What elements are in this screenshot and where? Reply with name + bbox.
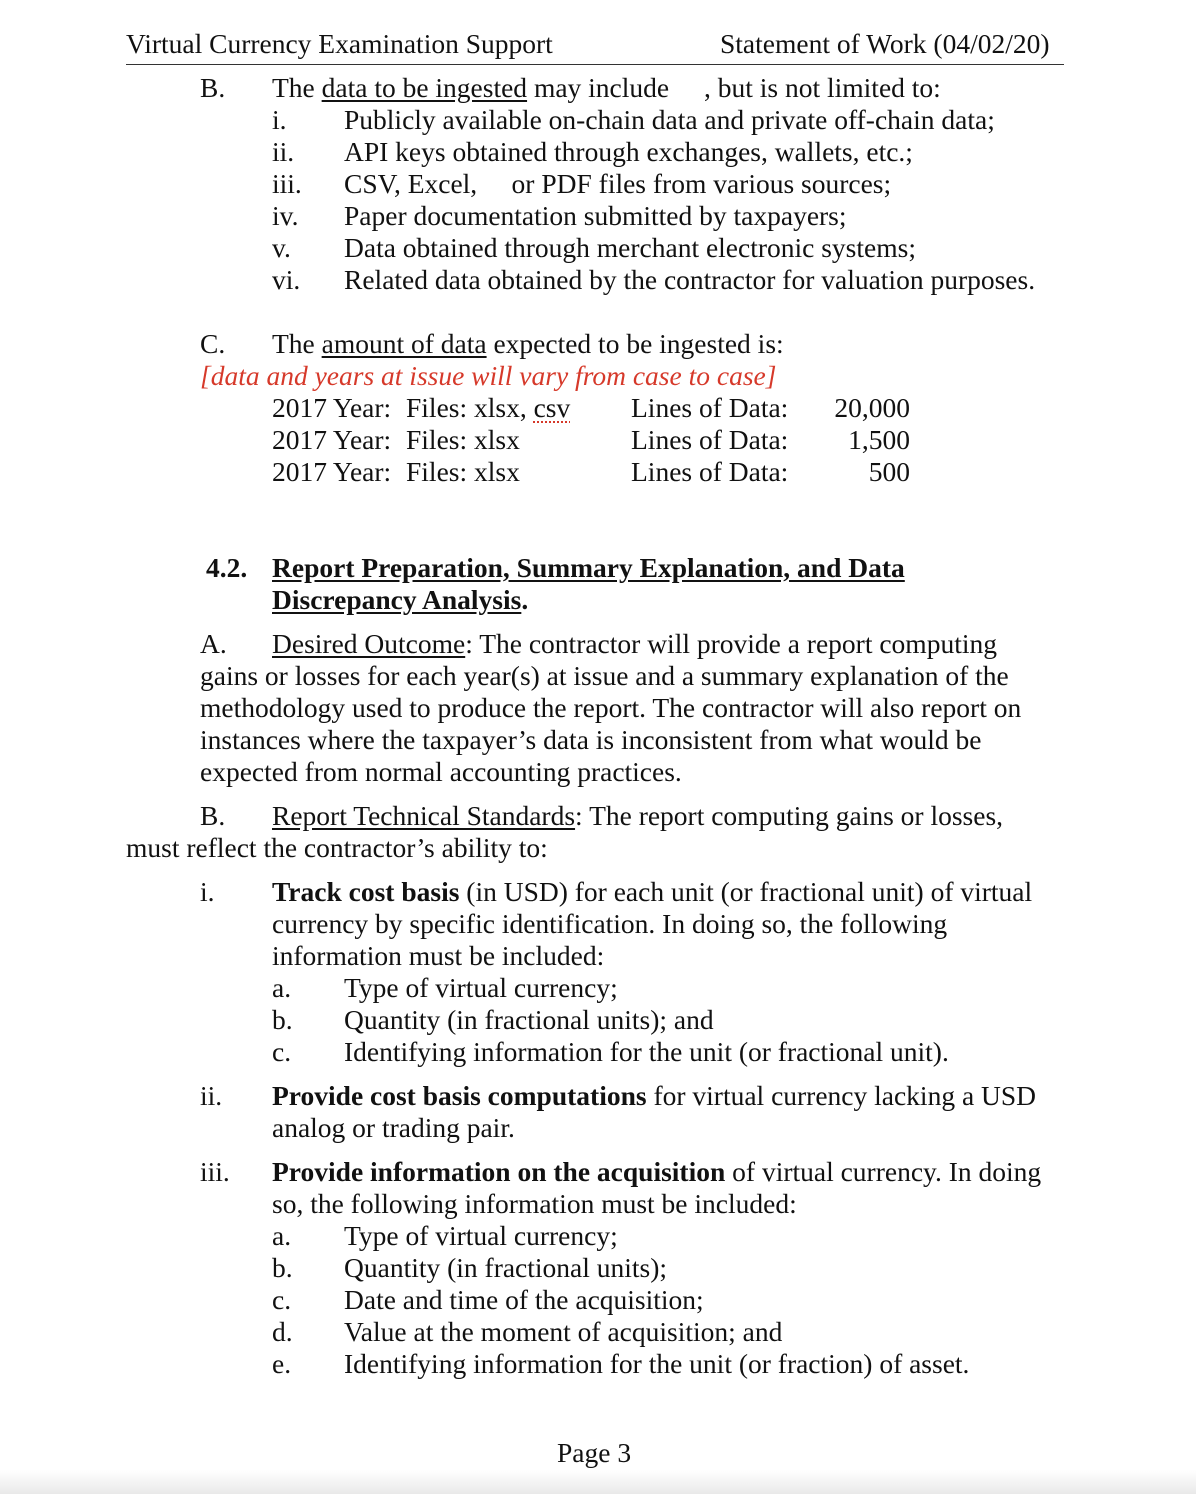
header-title: Virtual Currency Examination Support <box>126 28 553 59</box>
page-number: Page 3 <box>557 1437 632 1468</box>
data-row-lines-label: Lines of Data: <box>631 424 789 455</box>
para-a-line4: instances where the taxpayer’s data is inconsistent from what would be <box>200 724 982 755</box>
list-item-num: v. <box>272 232 291 263</box>
sub-item-letter: b. <box>272 1004 293 1035</box>
para-b-line1 <box>272 800 1003 832</box>
para-a-line1 <box>272 628 997 660</box>
data-row-lines-label: Lines of Data: <box>631 392 789 423</box>
data-row-year: 2017 Year: <box>272 456 392 487</box>
data-row-lines-label: Lines of Data: <box>631 456 789 487</box>
list-item-num: i. <box>272 104 287 135</box>
sub-item-letter: c. <box>272 1284 292 1315</box>
item-text: of virtual currency. In doing <box>725 1156 1042 1187</box>
spellcheck-word: csv <box>533 392 571 423</box>
list-item-text: API keys obtained through exchanges, wallets, etc.; <box>344 136 913 167</box>
section-title-line2: Discrepancy Analysis <box>272 584 522 615</box>
intro-mid: may include <box>527 72 670 103</box>
sub-item-letter: b. <box>272 1252 293 1283</box>
amount-of-data-link: amount of data <box>321 328 487 359</box>
data-row-files: Files: xlsx <box>406 424 520 455</box>
header-statement: Statement of Work (04/02/20) <box>720 28 1050 59</box>
acquisition-info-bold: Provide information on the acquisition <box>272 1156 726 1187</box>
para-text: : The report computing gains or losses, <box>575 800 1004 831</box>
section-number: 4.2. <box>206 552 248 583</box>
para-text: : The contractor will provide a report computing <box>465 628 997 659</box>
sub-item-letter: a. <box>272 972 292 1003</box>
sub-item-text: Type of virtual currency; <box>344 1220 618 1251</box>
section-b-intro <box>272 72 669 104</box>
cost-basis-computations-bold: Provide cost basis computations <box>272 1080 647 1111</box>
item-i-line3: information must be included: <box>272 940 605 971</box>
para-a-line3: methodology used to produce the report. The contractor will also report on <box>200 692 1022 723</box>
files-label: Files: xlsx, <box>406 392 534 423</box>
item-i-num: i. <box>200 876 215 907</box>
section-c-intro <box>272 328 784 360</box>
section-c-marker: C. <box>200 328 226 359</box>
item-text: (in USD) for each unit (or fractional unit) of virtual <box>459 876 1033 907</box>
sub-item-text: Value at the moment of acquisition; and <box>344 1316 783 1347</box>
sub-item-letter: c. <box>272 1036 292 1067</box>
data-row-year: 2017 Year: <box>272 392 392 423</box>
item-ii-line1 <box>272 1080 1036 1112</box>
para-a-line2: gains or losses for each year(s) at issue and a summary explanation of the <box>200 660 1009 691</box>
para-a-marker: A. <box>200 628 227 659</box>
section-title-cont <box>272 584 528 616</box>
sub-item-text: Quantity (in fractional units); and <box>344 1004 714 1035</box>
intro-post: expected to be ingested is: <box>486 328 784 359</box>
para-a-line5: expected from normal accounting practices. <box>200 756 682 787</box>
data-row-count: 500 <box>868 456 910 487</box>
item-text: for virtual currency lacking a USD <box>646 1080 1037 1111</box>
section-title: Report Preparation, Summary Explanation, and Data <box>272 552 905 583</box>
sub-item-letter: e. <box>272 1348 292 1379</box>
para-b-marker: B. <box>200 800 226 831</box>
list-item-num: iii. <box>272 168 302 199</box>
data-row-count: 1,500 <box>848 424 910 455</box>
case-note: [data and years at issue will vary from case to case] <box>200 360 777 391</box>
list-item-num: vi. <box>272 264 301 295</box>
item-iii-num: iii. <box>200 1156 230 1187</box>
sub-item-text: Identifying information for the unit (or fraction) of asset. <box>344 1348 970 1379</box>
list-item-text: Publicly available on-chain data and private off-chain data; <box>344 104 995 135</box>
list-item-text: Data obtained through merchant electronic systems; <box>344 232 916 263</box>
para-b-line2: must reflect the contractor’s ability to: <box>126 832 548 863</box>
item-i-line2: currency by specific identification. In doing so, the following <box>272 908 948 939</box>
list-item-num: ii. <box>272 136 295 167</box>
data-row-files <box>406 392 570 424</box>
list-item-text: CSV, Excel, or PDF files from various sources; <box>344 168 892 199</box>
sub-item-text: Type of virtual currency; <box>344 972 618 1003</box>
header-rule <box>126 64 1064 65</box>
sub-item-letter: d. <box>272 1316 293 1347</box>
bottom-shadow <box>0 1470 1196 1494</box>
item-i-line1 <box>272 876 1032 908</box>
data-row-year: 2017 Year: <box>272 424 392 455</box>
item-iii-line1 <box>272 1156 1041 1188</box>
desired-outcome-label: Desired Outcome <box>272 628 466 659</box>
data-to-be-ingested-link: data to be ingested <box>321 72 528 103</box>
sub-item-text: Quantity (in fractional units); <box>344 1252 668 1283</box>
intro-pre: The <box>272 72 322 103</box>
sub-item-letter: a. <box>272 1220 292 1251</box>
track-cost-basis-bold: Track cost basis <box>272 876 460 907</box>
report-technical-standards-label: Report Technical Standards <box>272 800 576 831</box>
section-b-marker: B. <box>200 72 226 103</box>
list-item-text: Paper documentation submitted by taxpayers; <box>344 200 847 231</box>
data-row-files: Files: xlsx <box>406 456 520 487</box>
section-b-intro-tail: , but is not limited to: <box>704 72 941 103</box>
intro-pre: The <box>272 328 322 359</box>
data-row-count: 20,000 <box>834 392 910 423</box>
sub-item-text: Identifying information for the unit (or fractional unit). <box>344 1036 949 1067</box>
section-title-period: . <box>521 584 529 615</box>
list-item-text: Related data obtained by the contractor for valuation purposes. <box>344 264 1036 295</box>
item-ii-line2: analog or trading pair. <box>272 1112 515 1143</box>
list-item-num: iv. <box>272 200 299 231</box>
item-ii-num: ii. <box>200 1080 223 1111</box>
sub-item-text: Date and time of the acquisition; <box>344 1284 704 1315</box>
item-iii-line2: so, the following information must be included: <box>272 1188 797 1219</box>
